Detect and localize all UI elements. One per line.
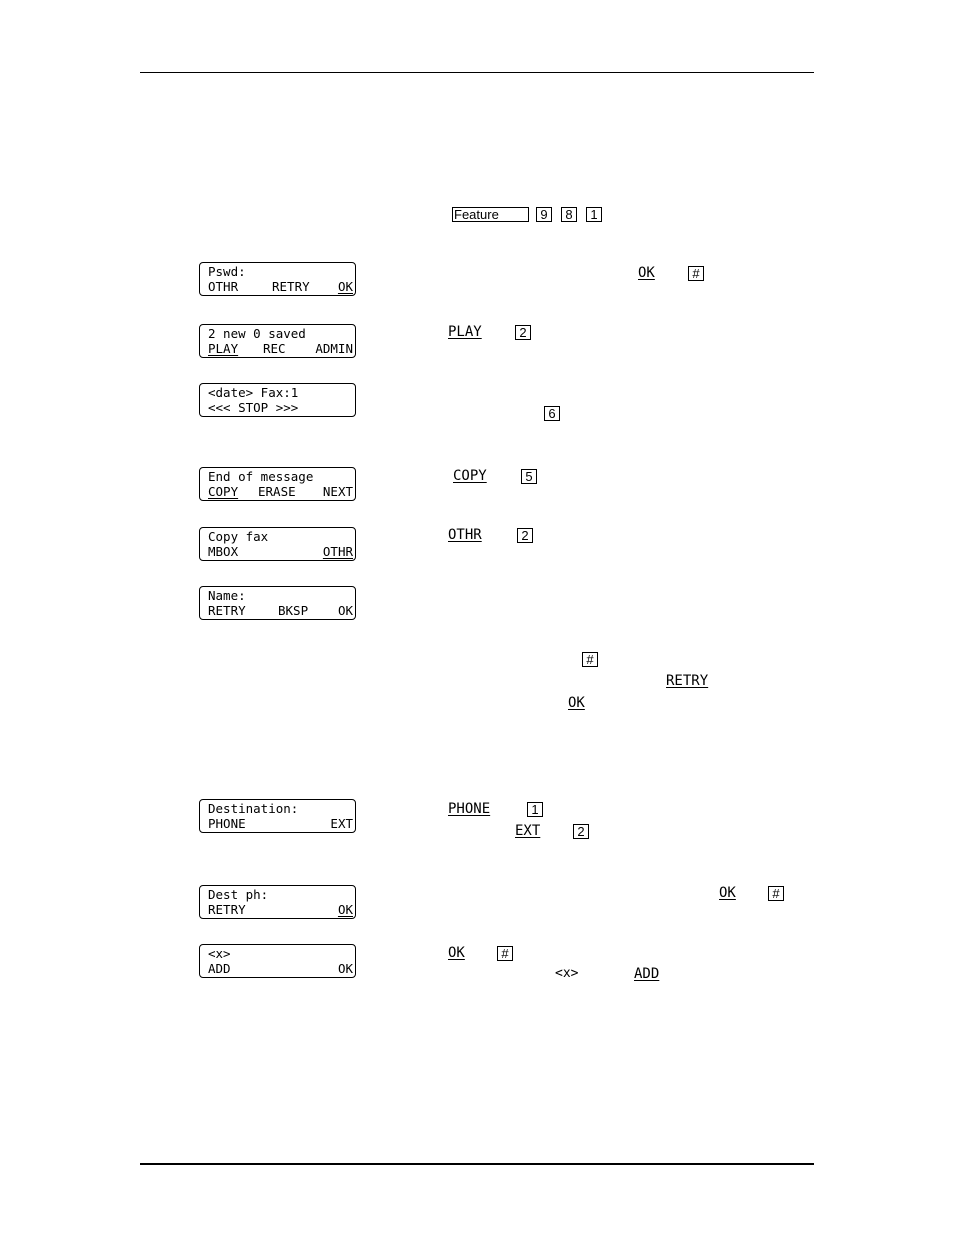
- lcd-line1: 2 new 0 saved: [208, 326, 306, 341]
- lcd-display-destination: [199, 799, 356, 833]
- lcd-display-x: [199, 944, 356, 978]
- lcd-line1: Name:: [208, 588, 246, 603]
- key-1: 1: [586, 207, 602, 222]
- lcd-softkeys: [208, 603, 353, 618]
- lcd-display-copy-fax: [199, 527, 356, 561]
- softkey-ref-copy: COPY: [453, 468, 487, 484]
- lcd-display-password: [199, 262, 356, 296]
- key-2: 2: [517, 528, 533, 543]
- lcd-line1: Dest ph:: [208, 887, 269, 902]
- softkey-ok[interactable]: OK: [337, 961, 353, 976]
- softkey-ref-play: PLAY: [448, 324, 482, 340]
- softkey-ok[interactable]: OK: [337, 603, 353, 618]
- key-pound: #: [497, 946, 513, 961]
- softkey-add[interactable]: ADD: [208, 961, 231, 976]
- footer-rule: [140, 1163, 814, 1165]
- lcd-line1: Destination:: [208, 801, 299, 816]
- key-2: 2: [573, 824, 589, 839]
- lcd-softkeys: [208, 484, 353, 499]
- lcd-line1: Pswd:: [208, 264, 246, 279]
- softkey-ref-retry: RETRY: [666, 673, 709, 689]
- softkey-ok[interactable]: OK: [337, 279, 353, 294]
- lcd-softkeys: [208, 816, 353, 831]
- feature-key: Feature: [452, 207, 529, 222]
- softkey-ext[interactable]: EXT: [330, 816, 353, 831]
- lcd-softkeys: [208, 961, 353, 976]
- softkey-phone[interactable]: PHONE: [208, 816, 246, 831]
- softkey-ref-phone: PHONE: [448, 801, 491, 817]
- key-2: 2: [515, 325, 531, 340]
- softkey-othr[interactable]: OTHR: [208, 279, 239, 294]
- key-5: 5: [521, 469, 537, 484]
- lcd-line2: [208, 400, 353, 415]
- lcd-playback-controls: <<< STOP >>>: [208, 400, 299, 415]
- lcd-display-dest-phone: [199, 885, 356, 919]
- softkey-ref-ok: OK: [719, 885, 736, 901]
- softkey-ref-add: ADD: [634, 966, 660, 982]
- softkey-retry[interactable]: RETRY: [272, 279, 310, 294]
- key-pound: #: [688, 266, 704, 281]
- softkey-copy[interactable]: COPY: [208, 484, 239, 499]
- lcd-softkeys: [208, 341, 353, 356]
- softkey-ref-ok: OK: [448, 945, 465, 961]
- key-9: 9: [536, 207, 552, 222]
- lcd-display-name: [199, 586, 356, 620]
- softkey-erase[interactable]: ERASE: [258, 484, 296, 499]
- softkey-next[interactable]: NEXT: [322, 484, 353, 499]
- softkey-retry[interactable]: RETRY: [208, 603, 246, 618]
- softkey-mbox[interactable]: MBOX: [208, 544, 239, 559]
- key-pound: #: [768, 886, 784, 901]
- lcd-display-fax: [199, 383, 356, 417]
- lcd-display-messages: [199, 324, 356, 358]
- display-ref-x: <x>: [555, 966, 579, 981]
- header-rule: [140, 72, 814, 73]
- lcd-softkeys: [208, 902, 353, 917]
- softkey-othr[interactable]: OTHR: [322, 544, 353, 559]
- lcd-display-end-of-message: [199, 467, 356, 501]
- softkey-retry[interactable]: RETRY: [208, 902, 246, 917]
- softkey-play[interactable]: PLAY: [208, 341, 239, 356]
- lcd-softkeys: [208, 279, 353, 294]
- key-8: 8: [561, 207, 577, 222]
- lcd-line1: Copy fax: [208, 529, 269, 544]
- softkey-admin[interactable]: ADMIN: [315, 341, 353, 356]
- softkey-ok[interactable]: OK: [337, 902, 353, 917]
- softkey-ref-othr: OTHR: [448, 527, 482, 543]
- softkey-rec[interactable]: REC: [263, 341, 286, 356]
- softkey-ref-ext: EXT: [515, 823, 541, 839]
- lcd-line1: End of message: [208, 469, 314, 484]
- softkey-bksp[interactable]: BKSP: [278, 603, 309, 618]
- lcd-softkeys: [208, 544, 353, 559]
- softkey-ref-ok: OK: [568, 695, 585, 711]
- lcd-line1: <date> Fax:1: [208, 385, 299, 400]
- lcd-line1: <x>: [208, 946, 231, 961]
- key-1: 1: [527, 802, 543, 817]
- softkey-ref-ok: OK: [638, 265, 655, 281]
- key-pound: #: [582, 652, 598, 667]
- key-6: 6: [544, 406, 560, 421]
